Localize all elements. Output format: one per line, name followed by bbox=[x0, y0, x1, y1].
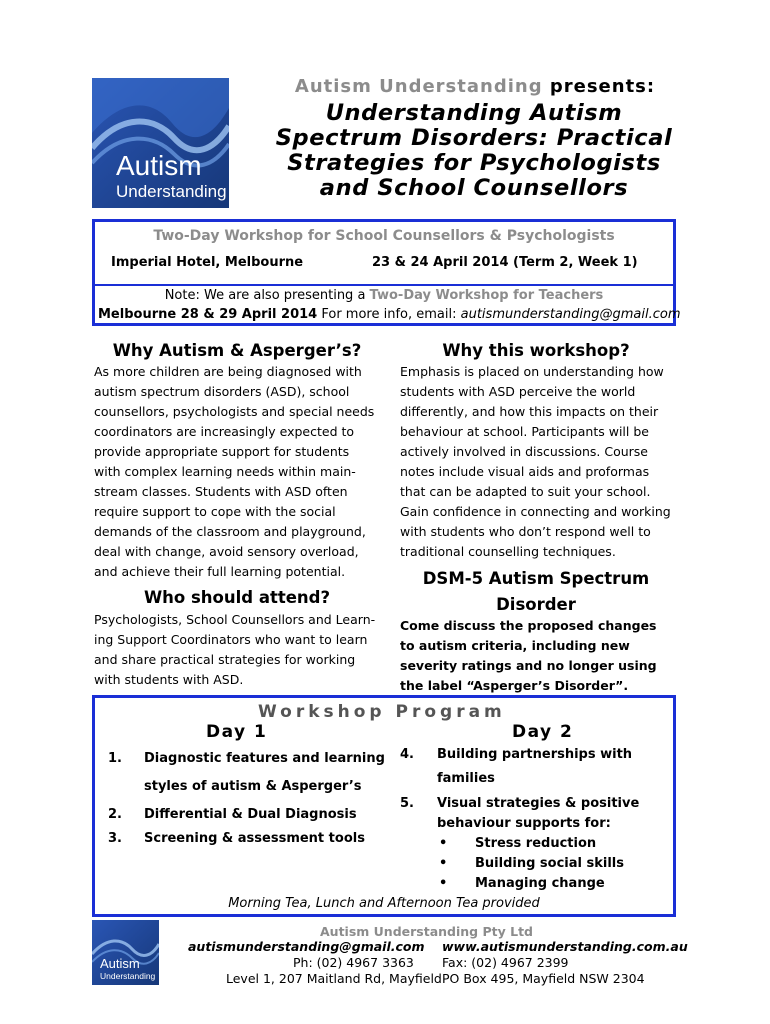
venue: Imperial Hotel, Melbourne bbox=[111, 255, 304, 270]
more-info-text: For more info, email: bbox=[317, 307, 461, 322]
footer-email[interactable]: autismunderstanding@gmail.com bbox=[188, 939, 425, 954]
body-line: ing Support Coordinators who want to learn bbox=[94, 632, 368, 647]
program-item-number: 4. bbox=[400, 747, 414, 762]
box-divider bbox=[95, 284, 673, 286]
presents-line bbox=[240, 76, 710, 97]
who-attend-heading: Who should attend? bbox=[143, 588, 331, 607]
body-line: to autism criteria, including new bbox=[400, 638, 630, 653]
dsm-body bbox=[400, 616, 680, 696]
workshop-dates: 23 & 24 April 2014 (Term 2, Week 1) bbox=[372, 255, 638, 270]
body-line: with students with ASD. bbox=[94, 672, 244, 687]
autism-understanding-logo bbox=[92, 78, 229, 208]
program-item: Diagnostic features and learning bbox=[144, 751, 385, 766]
why-workshop-heading: Why this workshop? bbox=[442, 341, 630, 360]
day1-heading: Day 1 bbox=[206, 722, 268, 742]
body-line: deal with change, avoid sensory overload, bbox=[94, 544, 359, 559]
why-workshop-body bbox=[400, 362, 680, 562]
footer-company: Autism Understanding Pty Ltd bbox=[320, 924, 533, 939]
bullet-item: • Managing change bbox=[475, 876, 605, 891]
program-item: Differential & Dual Diagnosis bbox=[144, 807, 357, 822]
program-item-number: 5. bbox=[400, 796, 414, 811]
body-line: stream classes. Students with ASD often bbox=[94, 484, 348, 499]
body-line: with complex learning needs within main- bbox=[94, 464, 356, 479]
body-line: Psychologists, School Counsellors and Learn- bbox=[94, 612, 376, 627]
body-line: demands of the classroom and playground, bbox=[94, 524, 366, 539]
program-heading: Workshop Program bbox=[258, 702, 506, 722]
body-line: provide appropriate support for students bbox=[94, 444, 350, 459]
program-item: Visual strategies & positive bbox=[437, 796, 640, 811]
title-line: Spectrum Disorders: Practical bbox=[275, 125, 673, 151]
bullet-item: • Building social skills bbox=[475, 856, 624, 871]
body-line: Gain confidence in connecting and working bbox=[400, 504, 671, 519]
workshop-heading: Two-Day Workshop for School Counsellors & Psychologists bbox=[153, 228, 615, 244]
body-line: As more children are being diagnosed with bbox=[94, 364, 362, 379]
body-line: Emphasis is placed on understanding how bbox=[400, 364, 664, 379]
body-line: and share practical strategies for working bbox=[94, 652, 356, 667]
note-line bbox=[98, 288, 670, 303]
email-link[interactable]: autismunderstanding@gmail.com bbox=[460, 307, 681, 322]
who-attend-body bbox=[94, 610, 394, 690]
title-line: and School Counsellors bbox=[319, 175, 629, 201]
footer-logo-word: Autism bbox=[100, 956, 140, 971]
teachers-line bbox=[98, 307, 681, 322]
program-item: styles of autism & Asperger’s bbox=[144, 779, 362, 794]
footer-fax: Fax: (02) 4967 2399 bbox=[442, 955, 569, 970]
presents-brand: Autism Understanding bbox=[294, 76, 543, 97]
footer-address: Level 1, 207 Maitland Rd, Mayfield bbox=[226, 971, 442, 986]
body-line: behaviour at school. Participants will be bbox=[400, 424, 649, 439]
body-line: with students who don’t respond well to bbox=[400, 524, 651, 539]
body-line: counsellors, psychologists and special needs bbox=[94, 404, 375, 419]
body-line: Come discuss the proposed changes bbox=[400, 618, 657, 633]
body-line: and achieve their full learning potential. bbox=[94, 564, 346, 579]
footer-phone: Ph: (02) 4967 3363 bbox=[293, 955, 414, 970]
footer-website[interactable]: www.autismunderstanding.com.au bbox=[442, 939, 688, 954]
program-item: families bbox=[437, 771, 495, 786]
program-item: Screening & assessment tools bbox=[144, 831, 365, 846]
note-prefix: Note: We are also presenting a bbox=[164, 288, 370, 303]
body-line: that can be adapted to suit your school. bbox=[400, 484, 651, 499]
main-title bbox=[234, 101, 714, 201]
teachers-dates: Melbourne 28 & 29 April 2014 bbox=[98, 307, 318, 322]
body-line: actively involved in discussions. Course bbox=[400, 444, 648, 459]
day2-heading: Day 2 bbox=[512, 722, 574, 742]
program-item: Building partnerships with bbox=[437, 747, 633, 762]
body-line: students with ASD perceive the world bbox=[400, 384, 636, 399]
body-line: notes include visual aids and proformas bbox=[400, 464, 650, 479]
program-item-number: 1. bbox=[108, 751, 122, 766]
body-line: require support to cope with the social bbox=[94, 504, 336, 519]
title-line: Strategies for Psychologists bbox=[287, 150, 661, 176]
dsm-heading bbox=[400, 566, 672, 618]
body-line: differently, and how this impacts on their bbox=[400, 404, 659, 419]
why-autism-heading: Why Autism & Asperger’s? bbox=[112, 341, 362, 360]
program-item-number: 3. bbox=[108, 831, 122, 846]
program-item: behaviour supports for: bbox=[437, 816, 611, 831]
bullet-item: • Stress reduction bbox=[475, 836, 596, 851]
dsm-heading-line: DSM-5 Autism Spectrum bbox=[422, 569, 650, 588]
presents-word: presents: bbox=[549, 76, 656, 97]
body-line: the label “Asperger’s Disorder”. bbox=[400, 678, 629, 693]
program-item-number: 2. bbox=[108, 807, 122, 822]
footer-logo bbox=[92, 920, 159, 985]
meals-note: Morning Tea, Lunch and Afternoon Tea provided bbox=[228, 896, 540, 911]
footer-logo-sub: Understanding bbox=[100, 971, 156, 981]
note-highlight: Two-Day Workshop for Teachers bbox=[369, 288, 604, 303]
why-autism-body bbox=[94, 362, 394, 582]
footer-po-box: PO Box 495, Mayfield NSW 2304 bbox=[442, 971, 645, 986]
body-line: traditional counselling techniques. bbox=[400, 544, 616, 559]
logo-word: Autism bbox=[116, 150, 202, 181]
body-line: severity ratings and no longer using bbox=[400, 658, 657, 673]
dsm-heading-line: Disorder bbox=[496, 595, 576, 614]
logo-sub: Understanding bbox=[116, 182, 227, 201]
body-line: coordinators are increasingly expected to bbox=[94, 424, 355, 439]
title-line: Understanding Autism bbox=[325, 100, 623, 126]
body-line: autism spectrum disorders (ASD), school bbox=[94, 384, 350, 399]
